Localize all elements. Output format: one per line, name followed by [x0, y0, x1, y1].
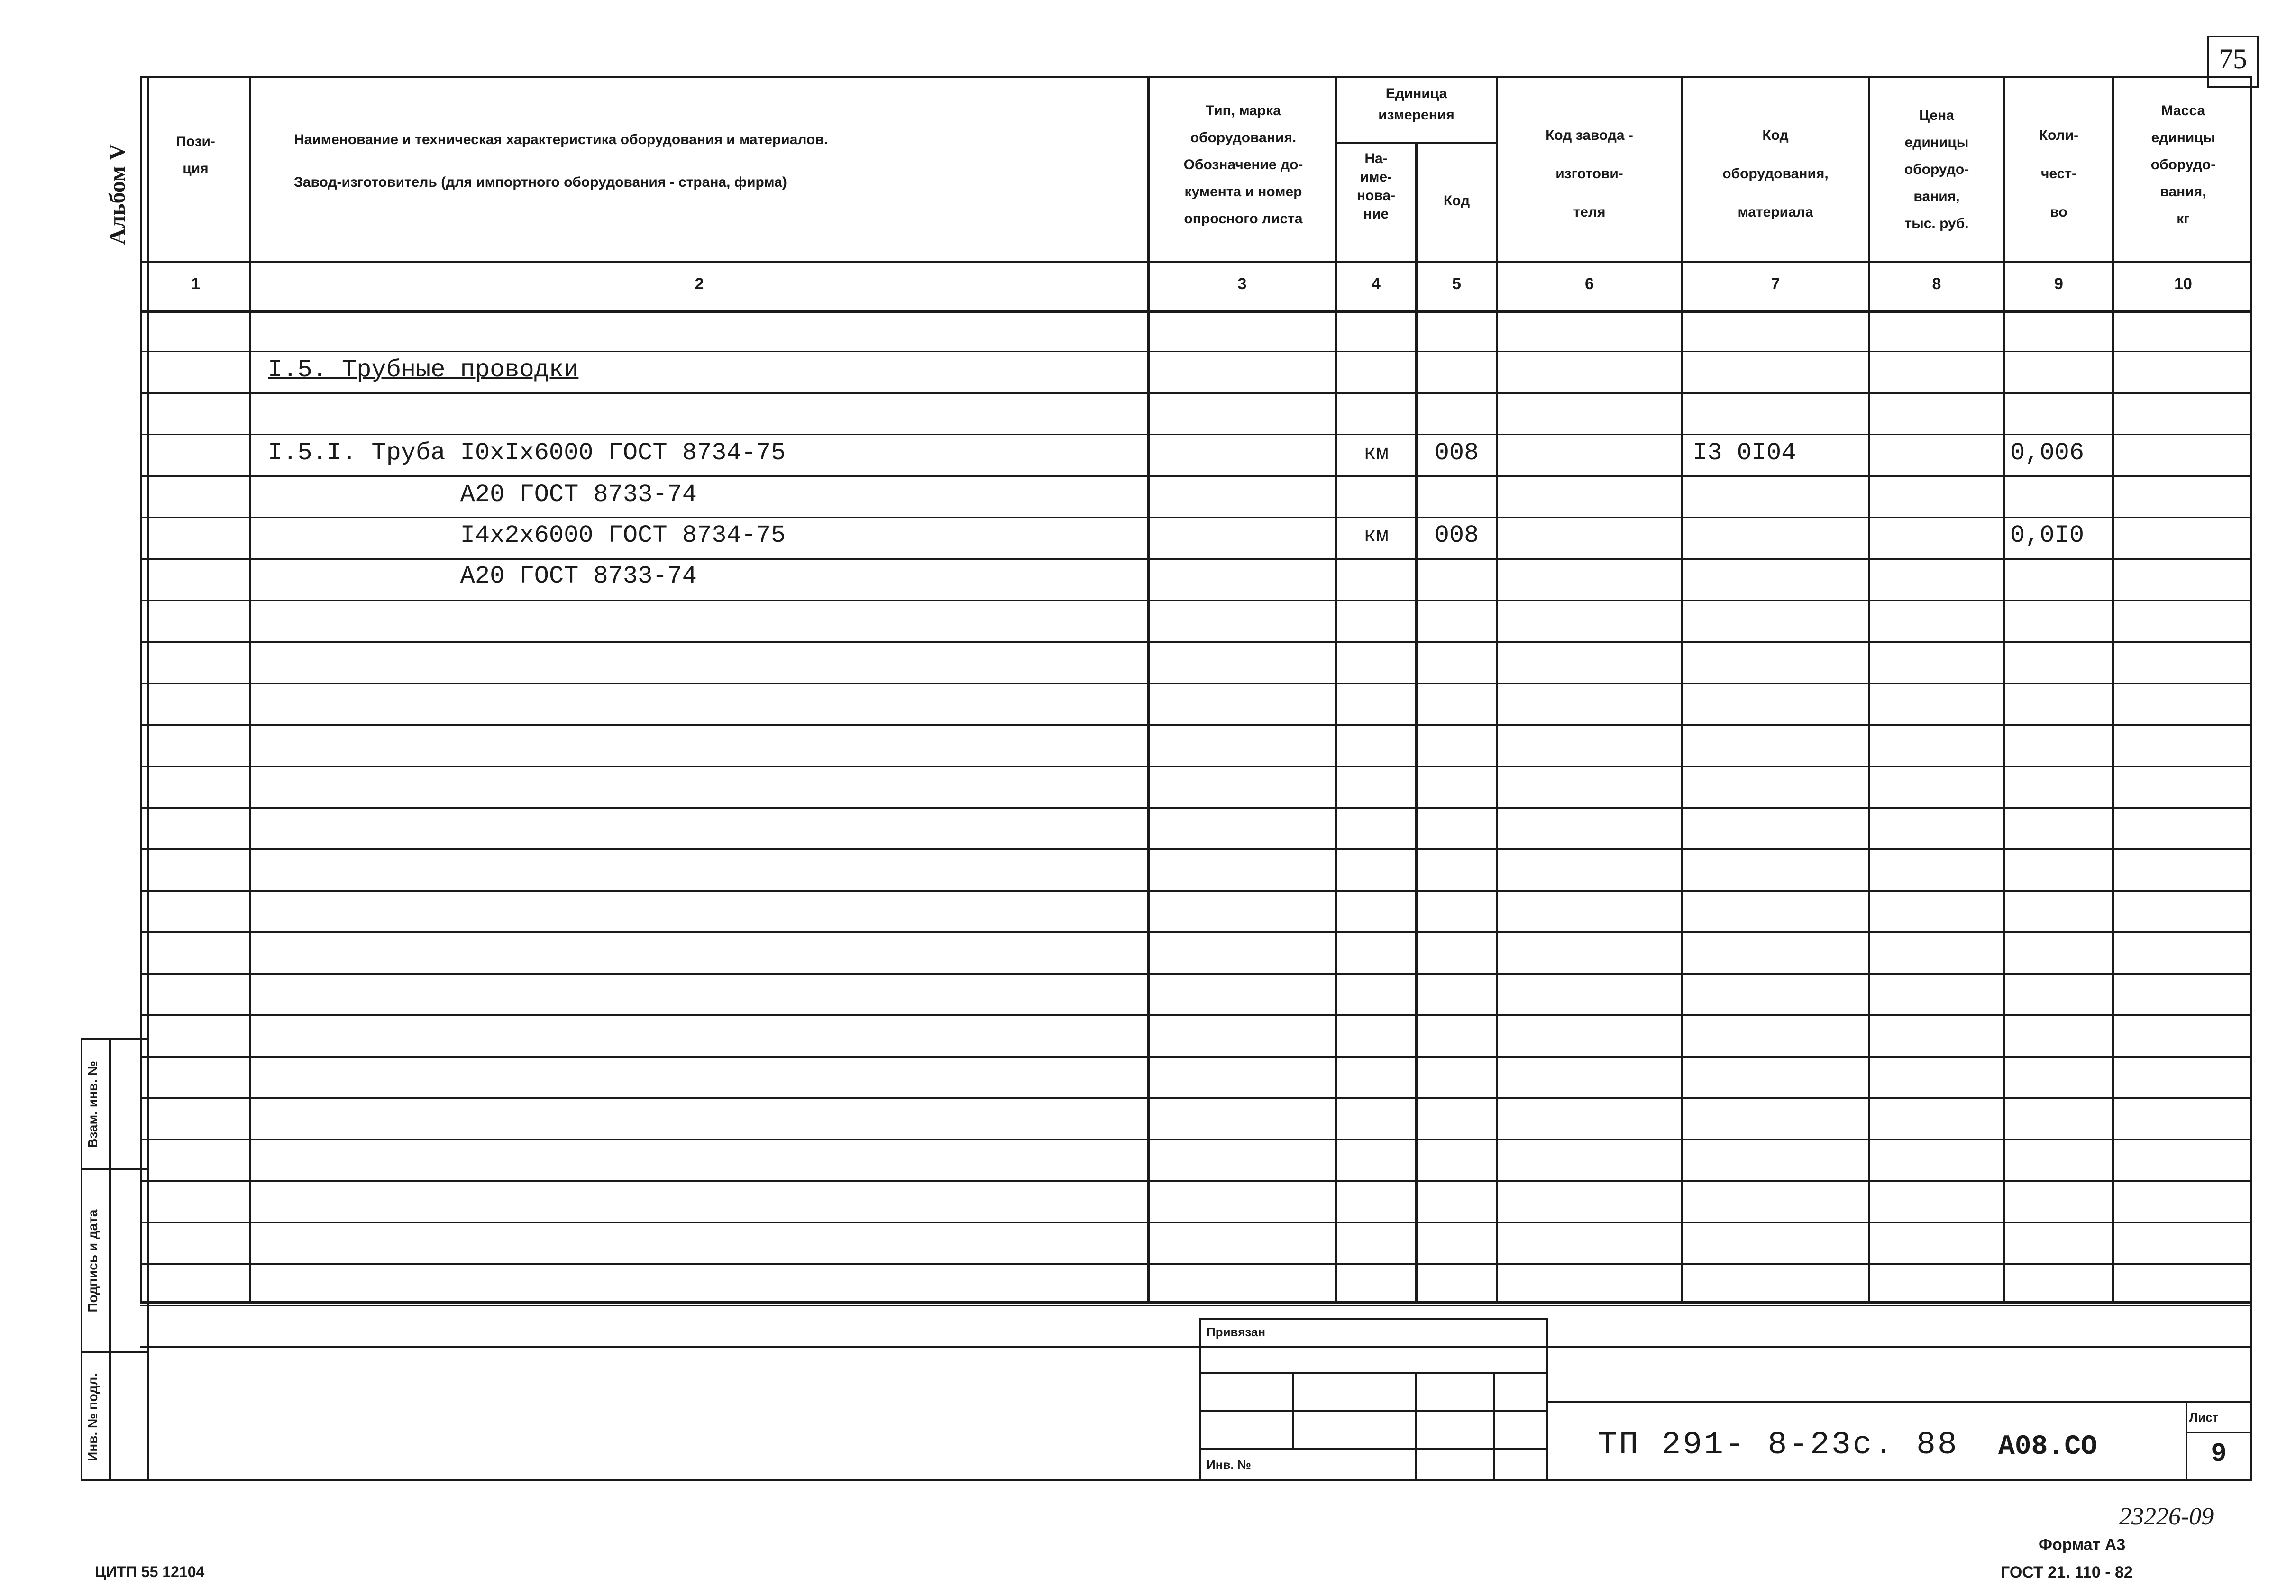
table-row-line: [140, 392, 2252, 394]
row-name: I.5.I. Труба I0xIx6000 ГОСТ 8734-75: [268, 439, 786, 467]
row-qty: 0,006: [2010, 439, 2085, 467]
sheet-label: Лист: [2189, 1410, 2219, 1424]
table-row-line: [140, 1305, 2252, 1306]
col-divider: [2003, 76, 2005, 1304]
inv-podl-label: Инв. № подл.: [85, 1373, 100, 1461]
table-row-line: [140, 766, 2252, 767]
table-row-line: [140, 1180, 2252, 1182]
row-material-code: I3 0I04: [1692, 439, 1796, 467]
section-title: I.5. Трубные проводки: [268, 356, 579, 384]
spec-table: [140, 76, 2252, 1304]
table-row-line: [140, 890, 2252, 892]
col-header-plant-code: Код завода - изготови- теля: [1546, 128, 1633, 220]
title-block-line: [1548, 1401, 2252, 1403]
table-row-line: [140, 931, 2252, 933]
header-bottom-line: [140, 261, 2252, 263]
col-number: 5: [1452, 275, 1461, 293]
sheet-number: 9: [2211, 1439, 2227, 1469]
row-unit: км: [1363, 442, 1389, 465]
privyazan-divider: [1415, 1372, 1417, 1481]
col-divider: [1868, 76, 1870, 1304]
table-row-line: [140, 683, 2252, 684]
col-header-position: Пози- ция: [176, 134, 215, 176]
row-unit: км: [1363, 524, 1389, 548]
col-divider: [1415, 142, 1418, 1304]
col-number: 10: [2174, 275, 2192, 293]
album-label: Альбом V: [105, 144, 130, 245]
col-number: 3: [1237, 275, 1247, 293]
page-number: 75: [2219, 43, 2247, 74]
table-row-line: [140, 848, 2252, 850]
table-row-line: [140, 724, 2252, 726]
col-header-name: Наименование и техническая характеристика оборудования и материалов. Завод-изготовитель (для импортного оборудования - страна, фирма): [294, 132, 828, 190]
col-divider: [1147, 76, 1150, 1304]
col-header-price: Цена единицы оборудо- вания, тыс. руб.: [1904, 108, 1969, 231]
document-code: ТП 291- 8-23с. 88: [1598, 1427, 1959, 1463]
numbers-bottom-line: [140, 310, 2252, 313]
row-qty: 0,0I0: [2010, 521, 2085, 549]
table-row-line: [140, 600, 2252, 601]
col-divider: [1681, 76, 1683, 1304]
side-stamp-line: [81, 1168, 149, 1170]
row-unit-code: 008: [1434, 439, 1479, 467]
table-row-line: [140, 1222, 2252, 1223]
privyazan-divider: [1493, 1372, 1495, 1481]
table-row-line: [140, 475, 2252, 477]
archive-number: 23226-09: [2119, 1503, 2214, 1530]
table-row-line: [140, 1056, 2252, 1058]
gost-label: ГОСТ 21. 110 - 82: [2001, 1563, 2133, 1581]
table-row-line: [140, 807, 2252, 809]
table-row-line: [140, 434, 2252, 435]
row-name: А20 ГОСТ 8733-74: [268, 562, 697, 590]
col-divider: [1335, 76, 1337, 1304]
privyazan-line: [1199, 1448, 1548, 1450]
document-suffix: А08.СО: [1998, 1432, 2097, 1462]
vzam-inv-label: Взам. инв. №: [85, 1061, 100, 1148]
col-header-unit-group: Единица измерения: [1378, 86, 1454, 123]
table-row-line: [140, 1346, 2252, 1348]
side-stamp-line: [81, 1351, 149, 1353]
col-header-unit-name: На- име- нова- ние: [1356, 151, 1396, 222]
table-row-line: [140, 1014, 2252, 1016]
col-header-type: Тип, марка оборудования. Обозначение до- кумента и номер опросного листа: [1183, 103, 1303, 227]
col-number: 8: [1932, 275, 1941, 293]
col-header-unit-code: Код: [1443, 193, 1470, 209]
privyazan-label: Привязан: [1207, 1325, 1266, 1339]
col-header-mass: Масса единицы оборудо- вания, кг: [2150, 103, 2216, 227]
table-row-line: [140, 973, 2252, 975]
inv-no-label: Инв. №: [1207, 1458, 1251, 1472]
privyazan-stamp: [1199, 1318, 1548, 1481]
col-header-qty: Коли- чест- во: [2039, 128, 2079, 220]
privyazan-line: [1199, 1372, 1548, 1374]
col-number: 9: [2054, 275, 2063, 293]
side-stamp-divider: [109, 1038, 111, 1481]
col-divider: [2112, 76, 2114, 1304]
col-number: 6: [1585, 275, 1594, 293]
row-unit-code: 008: [1434, 521, 1479, 549]
col-number: 2: [695, 275, 704, 293]
sheet-box-line: [2186, 1432, 2252, 1433]
printer-label: ЦИТП 55 12104: [95, 1563, 205, 1580]
table-row-line: [140, 1097, 2252, 1099]
col-number: 4: [1372, 275, 1381, 293]
col-number: 7: [1771, 275, 1780, 293]
col-divider: [249, 76, 251, 1304]
table-row-line: [140, 641, 2252, 643]
table-row-line: [140, 558, 2252, 560]
table-row-line: [140, 517, 2252, 518]
table-row-line: [140, 1263, 2252, 1265]
col-header-material-code: Код оборудования, материала: [1722, 128, 1829, 220]
table-row-line: [140, 1139, 2252, 1140]
col-divider: [1496, 76, 1498, 1304]
row-name: I4x2x6000 ГОСТ 8734-75: [268, 521, 786, 549]
privyazan-line: [1199, 1410, 1548, 1412]
row-name: А20 ГОСТ 8733-74: [268, 481, 697, 509]
table-row-line: [140, 351, 2252, 352]
signature-date-label: Подпись и дата: [85, 1209, 100, 1313]
format-label: Формат А3: [2039, 1536, 2126, 1554]
col-number: 1: [191, 275, 200, 293]
privyazan-divider: [1292, 1372, 1294, 1448]
